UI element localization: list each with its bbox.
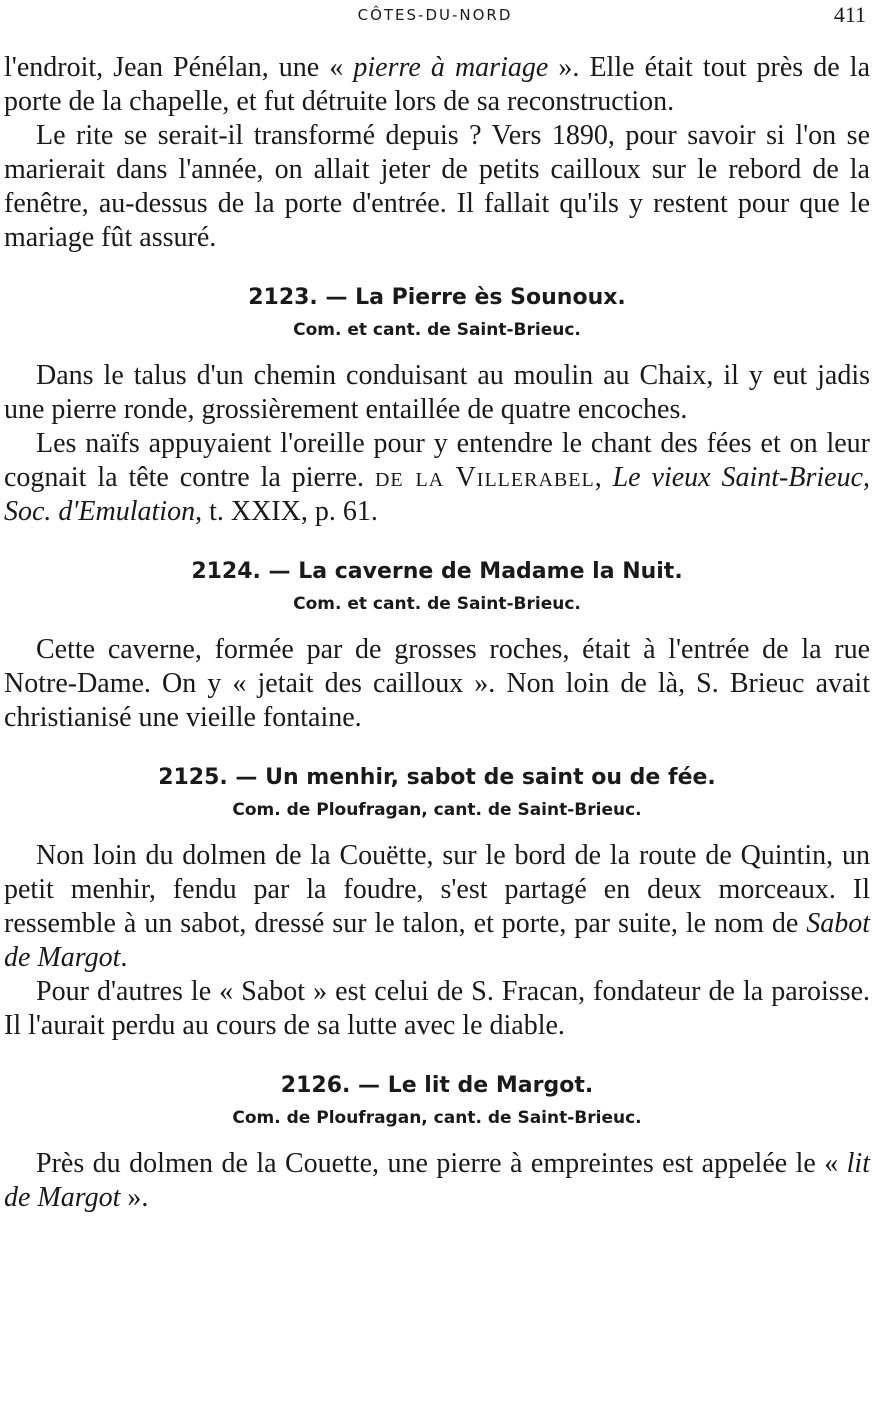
page-number: 411 (833, 2, 866, 27)
entry-2123-paragraph-1: Dans le talus d'un chemin conduisant au moulin au Chaix, il y eut jadis une pierre ronde, grossièrement entaillée de quatre encoches. (4, 360, 870, 425)
entry-2126-paragraph-1: Près du dolmen de la Couette, une pierre à empreintes est appelée le « lit de Margot ». (4, 1148, 870, 1213)
entry-2123-paragraph-2: Les naïfs appuyaient l'oreille pour y entendre le chant des fées et on leur cognait la tête contre la pierre. de la Villerabel, Le vieux Saint-Brieuc, Soc. d'Emulation, t. XXIX, p. 61. (4, 428, 871, 527)
entry-heading-2125: 2125. — Un menhir, sabot de saint ou de fée. (158, 765, 716, 790)
entry-location-2124: Com. et cant. de Saint-Brieuc. (293, 594, 581, 614)
book-title: Le vieux Saint-Brieuc (612, 462, 864, 493)
author-name: de la Villerabel (374, 462, 595, 493)
entry-location-2123: Com. et cant. de Saint-Brieuc. (293, 320, 581, 340)
entry-heading-2126: 2126. — Le lit de Margot. (280, 1073, 594, 1098)
society-title: Soc. d'Emulation (4, 496, 196, 527)
italic-term: lit de Margot (4, 1148, 870, 1213)
body-text (4, 51, 870, 1215)
entry-2125-paragraph-2: Pour d'autres le « Sabot » est celui de S. Fracan, fondateur de la paroisse. Il l'aurait perdu au cours de sa lutte avec le diable. (4, 976, 870, 1041)
entry-2125-paragraph-1: Non loin du dolmen de la Couëtte, sur le bord de la route de Quintin, un petit menhir, fendu par la foudre, s'est partagé en deux morceaux. Il ressemble à un sabot, dressé sur le talon, et porte, par suite, le nom de Sabot de Margot. (4, 840, 870, 973)
intro-paragraph-1: l'endroit, Jean Pénélan, une « pierre à mariage ». Elle était tout près de la porte de la chapelle, et fut détruite lors de sa reconstruction. (4, 52, 871, 117)
intro-paragraph-2: Le rite se serait-il transformé depuis ? Vers 1890, pour savoir si l'on se marierait dans l'année, on allait jeter de petits cailloux sur le rebord de la fenêtre, au-dessus de la porte d'entrée. Il fallait qu'ils y restent pour que le mariage fût assuré. (4, 120, 870, 253)
italic-term: Sabot de Margot (4, 908, 870, 973)
italic-term: pierre à mariage (353, 52, 549, 83)
running-title: CÔTES-DU-NORD (357, 6, 513, 24)
running-head (0, 2, 874, 28)
entry-location-2126: Com. de Ploufragan, cant. de Saint-Brieuc. (232, 1108, 642, 1128)
entry-location-2125: Com. de Ploufragan, cant. de Saint-Brieuc. (232, 800, 642, 820)
entry-heading-2124: 2124. — La caverne de Madame la Nuit. (191, 559, 683, 584)
entry-heading-2123: 2123. — La Pierre ès Sounoux. (248, 285, 626, 310)
entry-2124-paragraph-1: Cette caverne, formée par de grosses roches, était à l'entrée de la rue Notre-Dame. On y « jetait des cailloux ». Non loin de là, S. Brieuc avait christianisé une vieille fontaine. (4, 634, 870, 733)
